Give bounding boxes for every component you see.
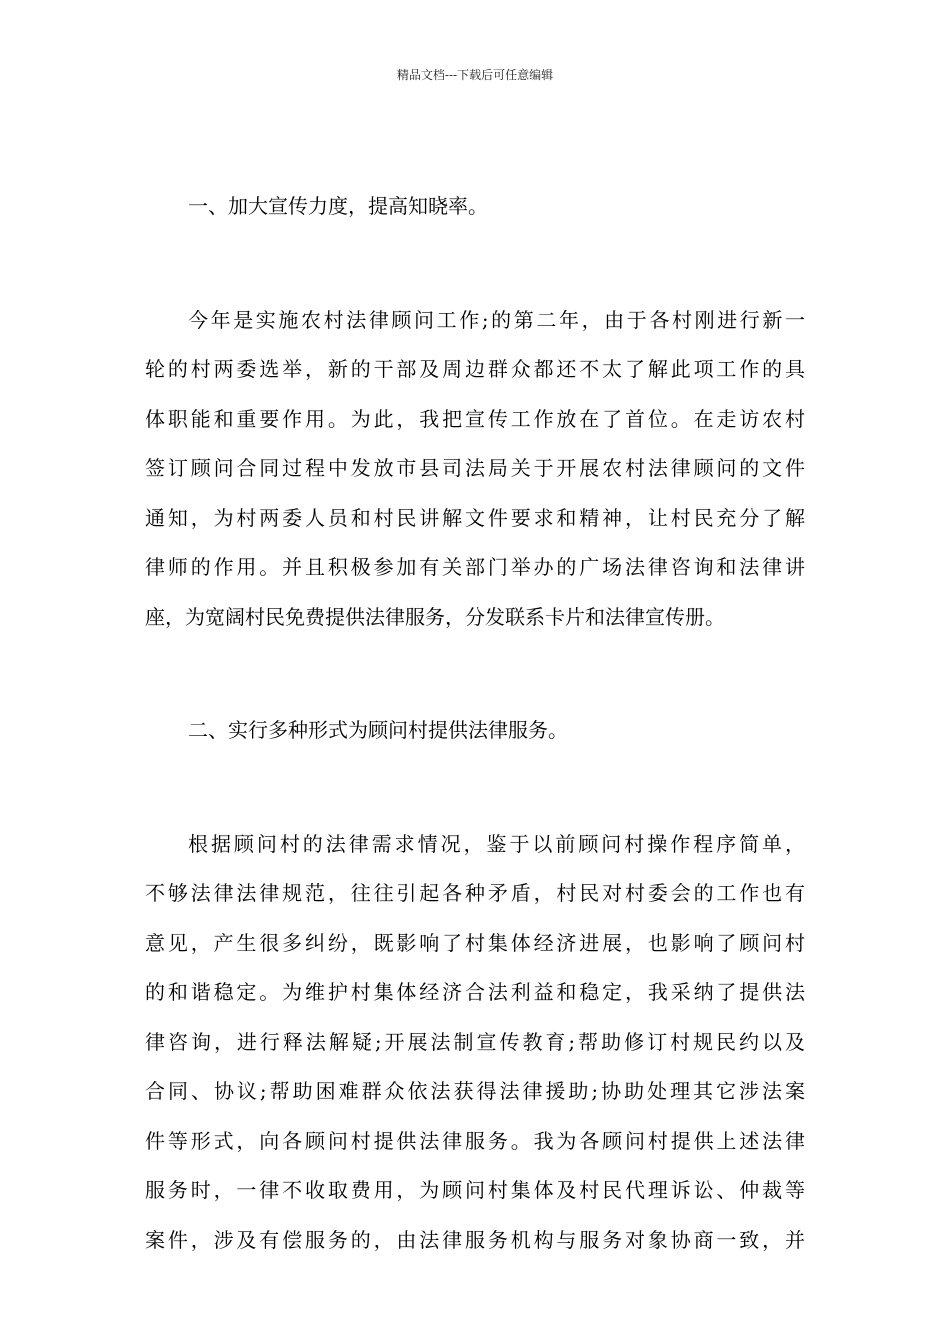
document-body	[145, 182, 805, 1265]
paragraph-2	[145, 820, 805, 1266]
paragraph-line: 签订顾问合同过程中发放市县司法局关于开展农村法律顾问的文件	[145, 456, 805, 480]
paragraph-1	[145, 296, 805, 643]
paragraph-line: 件等形式，向各顾问村提供法律服务。我为各顾问村提供上述法律	[145, 1128, 805, 1153]
paragraph-line: 合同、协议;帮助困难群众依法获得法律援助;协助处理其它涉法案	[145, 1079, 805, 1103]
paragraph-line: 通知，为村两委人员和村民讲解文件要求和精神，让村民充分了解	[145, 505, 805, 530]
section-heading-2: 二、实行多种形式为顾问村提供法律服务。	[188, 718, 568, 742]
paragraph-line: 体职能和重要作用。为此，我把宣传工作放在了首位。在走访农村	[145, 406, 805, 431]
paragraph-line: 今年是实施农村法律顾问工作;的第二年，由于各村刚进行新一	[188, 307, 805, 332]
paragraph-line: 服务时，一律不收取费用，为顾问村集体及村民代理诉讼、仲裁等	[145, 1178, 805, 1202]
paragraph-line: 律师的作用。并且积极参加有关部门举办的广场法律咨询和法律讲	[145, 555, 805, 579]
paragraph-line: 的和谐稳定。为维护村集体经济合法利益和稳定，我采纳了提供法	[145, 980, 805, 1004]
paragraph-line: 律咨询，进行释法解疑;开展法制宣传教育;帮助修订村规民约以及	[145, 1029, 805, 1054]
paragraph-line: 座，为宽阔村民免费提供法律服务，分发联系卡片和法律宣传册。	[145, 604, 725, 629]
paragraph-line: 轮的村两委选举，新的干部及周边群众都还不太了解此项工作的具	[145, 357, 805, 381]
section-heading-1: 一、加大宣传力度，提高知晓率。	[188, 194, 488, 218]
page-header: 精品文档---下载后可任意编辑	[396, 68, 554, 82]
paragraph-line: 根据顾问村的法律需求情况，鉴于以前顾问村操作程序简单，	[188, 831, 805, 856]
paragraph-line: 案件，涉及有偿服务的，由法律服务机构与服务对象协商一致，并	[145, 1227, 805, 1252]
paragraph-line: 不够法律法律规范，往往引起各种矛盾，村民对村委会的工作也有	[145, 881, 805, 905]
paragraph-line: 意见，产生很多纠纷，既影响了村集体经济进展，也影响了顾问村	[145, 930, 805, 955]
